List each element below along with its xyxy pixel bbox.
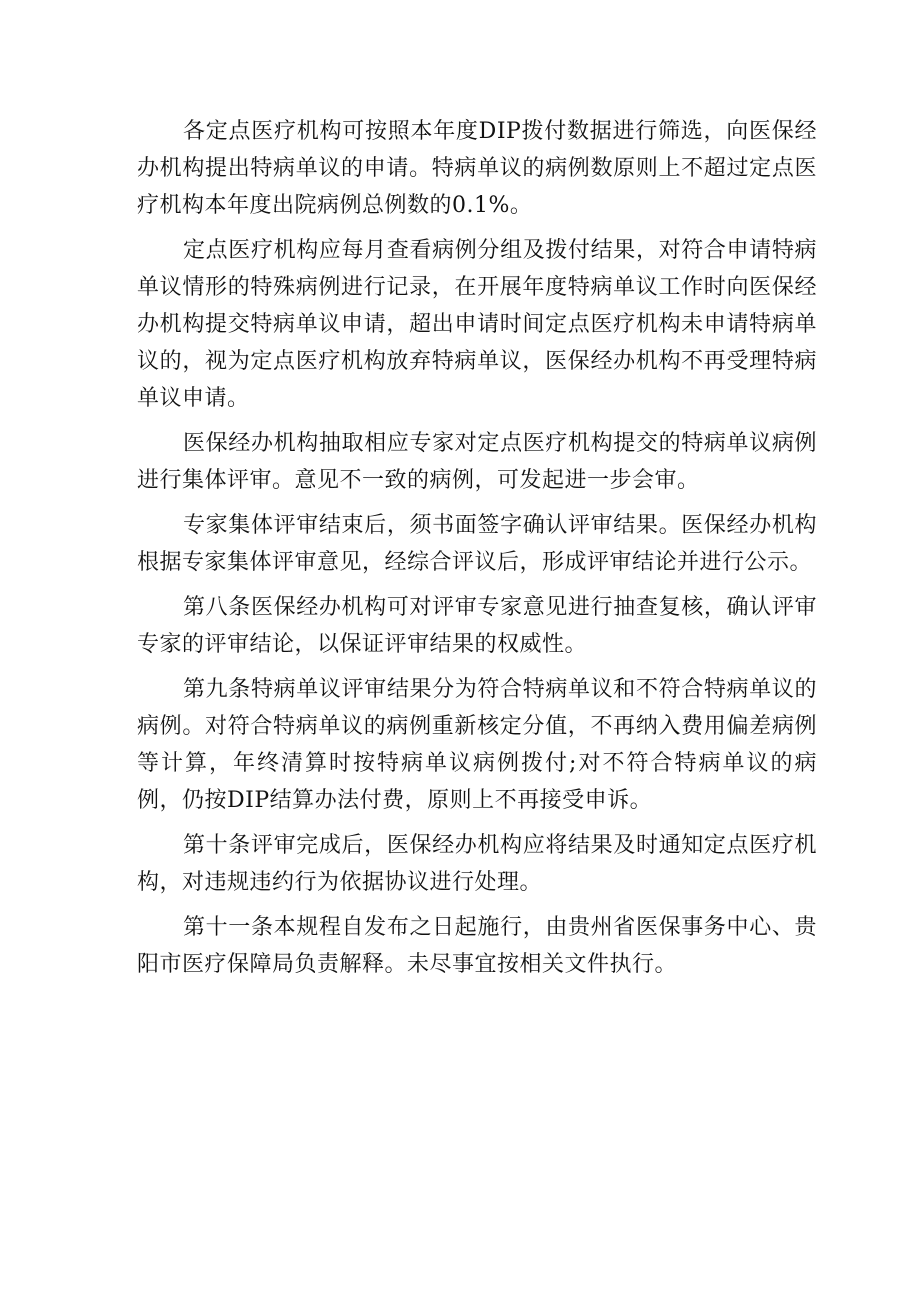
- document-body: [137, 113, 817, 991]
- paragraph-3: 医保经办机构抽取相应专家对定点医疗机构提交的特病单议病例进行集体评审。意见不一致的病例，可发起进一步会审。: [137, 431, 817, 493]
- paragraph-article-11: 第十一条本规程自发布之日起施行，由贵州省医保事务中心、贵阳市医疗保障局负责解释。未尽事宜按相关文件执行。: [137, 915, 817, 977]
- paragraph-2: 定点医疗机构应每月查看病例分组及拨付结果，对符合申请特病单议情形的特殊病例进行记录，在开展年度特病单议工作时向医保经办机构提交特病单议申请，超出申请时间定点医疗机构未申请特病单议的，视为定点医疗机构放弃特病单议，医保经办机构不再受理特病单议申请。: [137, 238, 817, 411]
- paragraph-4: 专家集体评审结束后，须书面签字确认评审结果。医保经办机构根据专家集体评审意见，经综合评议后，形成评审结论并进行公示。: [137, 513, 817, 575]
- paragraph-article-8: 第八条医保经办机构可对评审专家意见进行抽查复核，确认评审专家的评审结论，以保证评审结果的权威性。: [137, 595, 817, 657]
- paragraph-article-10: 第十条评审完成后，医保经办机构应将结果及时通知定点医疗机构，对违规违约行为依据协议进行处理。: [137, 833, 817, 895]
- paragraph-1: 各定点医疗机构可按照本年度DIP拨付数据进行筛选，向医保经办机构提出特病单议的申请。特病单议的病例数原则上不超过定点医疗机构本年度出院病例总例数的0.1%。: [137, 119, 817, 218]
- paragraph-article-9: 第九条特病单议评审结果分为符合特病单议和不符合特病单议的病例。对符合特病单议的病例重新核定分值，不再纳入费用偏差病例等计算，年终清算时按特病单议病例拨付;对不符合特病单议的病例，仍按DIP结算办法付费，原则上不再接受申诉。: [137, 677, 817, 813]
